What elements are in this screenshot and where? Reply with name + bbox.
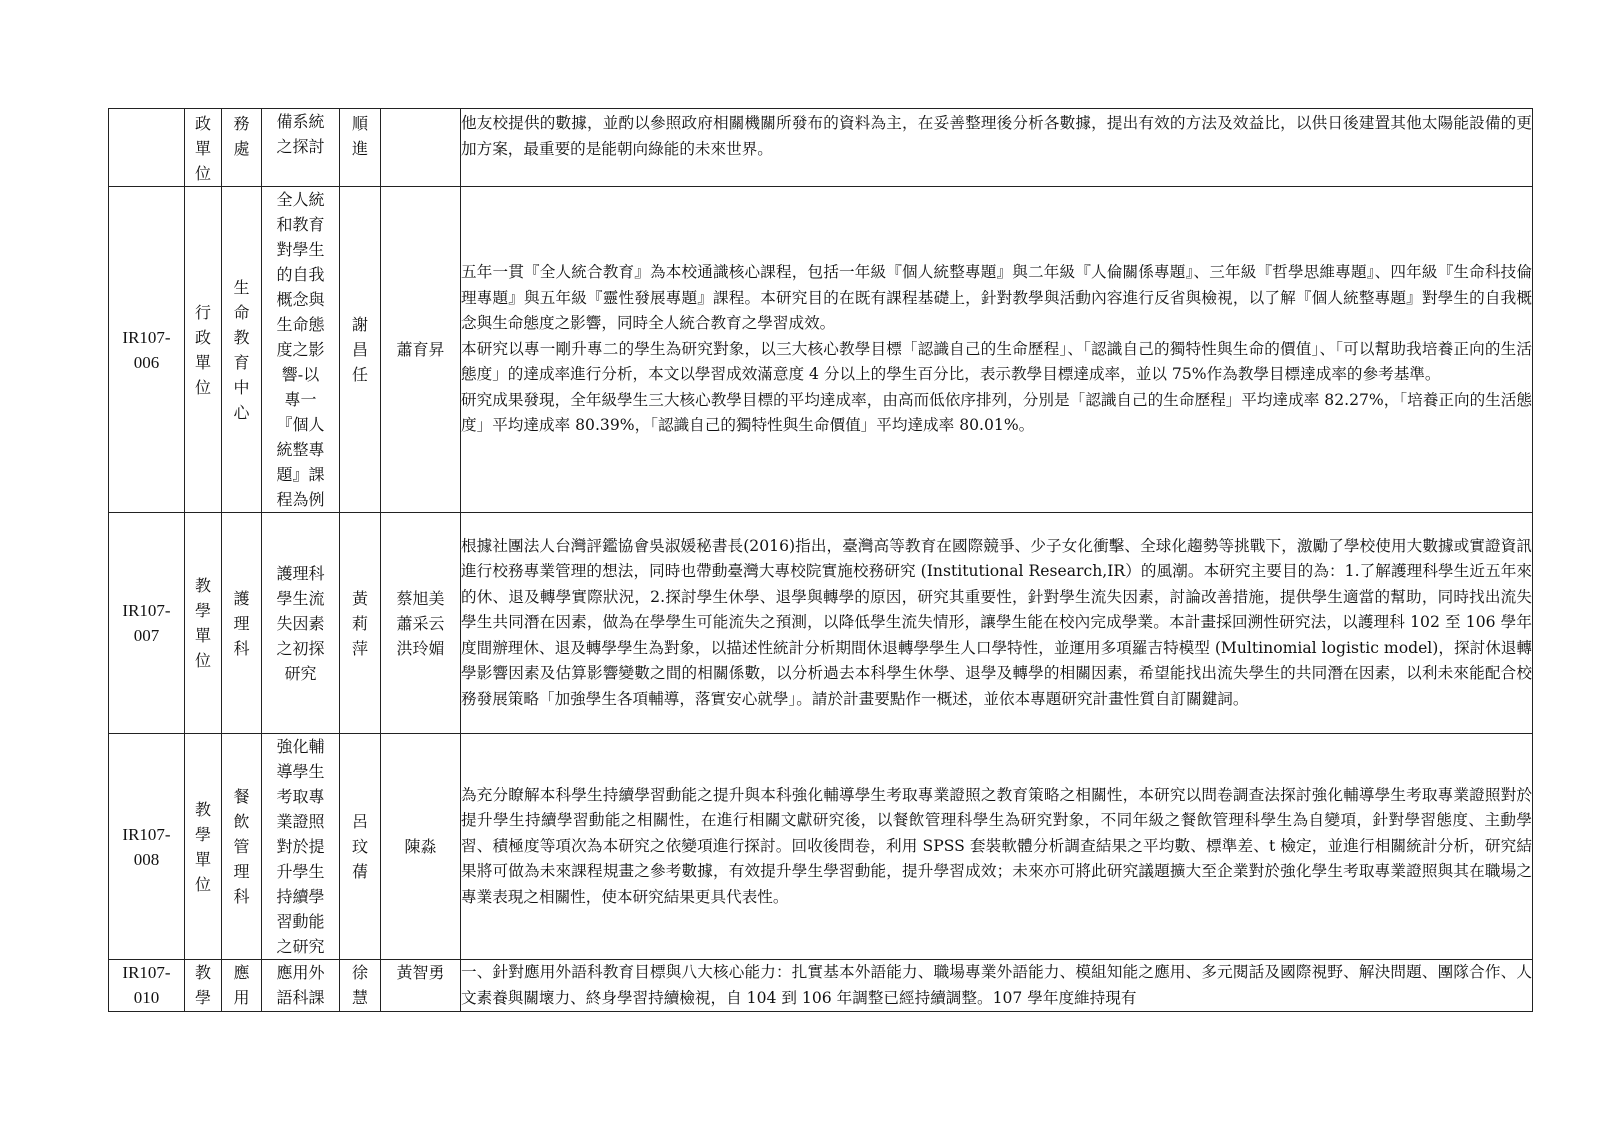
co-investigators [381, 187, 461, 513]
unit-type [185, 513, 222, 734]
unit-type-char: 學 [194, 601, 211, 620]
table-row [109, 109, 1533, 187]
unit-name [222, 960, 262, 1012]
table-row [109, 734, 1533, 960]
principal-investigator-char: 昌 [351, 340, 368, 359]
unit-type-char: 單 [194, 139, 211, 158]
project-title-stack [262, 109, 339, 159]
project-abstract [461, 734, 1533, 960]
project-abstract [461, 960, 1533, 1012]
principal-investigator-char: 順 [351, 114, 368, 133]
project-title-char: 全人統 [276, 190, 325, 209]
principal-investigator-char: 萍 [351, 638, 368, 658]
unit-name-char: 育 [233, 352, 250, 372]
project-title-char: 響-以 [281, 365, 320, 384]
principal-investigator-stack [340, 312, 380, 387]
project-title-char: 業證照 [276, 812, 325, 831]
project-title [262, 187, 340, 513]
project-title-char: 護理科 [276, 563, 325, 583]
project-id-text: IR107- 008 [122, 824, 171, 869]
unit-type-char: 位 [194, 377, 211, 397]
principal-investigator-char: 進 [351, 139, 368, 158]
principal-investigator-char: 蒨 [351, 862, 368, 881]
project-title-char: 學生流 [276, 588, 325, 608]
project-title-char: 之探討 [276, 137, 325, 156]
research-projects-table [108, 108, 1533, 1012]
unit-name-stack [222, 109, 261, 161]
co-investigator-name: 陳淼 [404, 837, 437, 856]
unit-name-char: 科 [233, 887, 250, 906]
project-title-stack [262, 960, 339, 1010]
unit-name-stack [222, 586, 261, 661]
unit-type-char: 位 [194, 164, 211, 183]
unit-name [222, 187, 262, 513]
principal-investigator-char: 莉 [351, 613, 368, 633]
unit-type [185, 734, 222, 960]
principal-investigator [340, 187, 381, 513]
co-investigator-name: 蔡旭美 [396, 588, 445, 608]
project-title-char: 和教育 [276, 215, 325, 234]
unit-name-char: 命 [233, 302, 250, 322]
project-title [262, 960, 340, 1012]
project-title-char: 之初探 [276, 638, 325, 658]
project-title-char: 題』課 [276, 465, 325, 484]
abstract-paragraph: 研究成果發現，全年級學生三大核心教學目標的平均達成率，由高而低依序排列，分別是「認識自己的生命歷程」平均達成率 82.27%，「培養正向的生活態度」平均達成率 80.39%，「認識自己的獨特性與生命價值」平均達成率 80.01%。 [461, 390, 1532, 435]
abstract-paragraph: 五年一貫『全人統合教育』為本校通識核心課程，包括一年級『個人統整專題』與二年級『人倫關係專題』、三年級『哲學思維專題』、四年級『生命科技倫理專題』與五年級『靈性發展專題』課程。本研究目的在既有課程基礎上，針對教學與活動內容進行反省與檢視，以了解『個人統整專題』對學生的自我概念與生命態度之影響，同時全人統合教育之學習成效。 [461, 263, 1532, 333]
principal-investigator [340, 960, 381, 1012]
unit-name-stack [222, 784, 261, 909]
table-row [109, 513, 1533, 734]
unit-name-char: 科 [233, 638, 250, 658]
abstract-paragraph: 本研究以專一剛升專二的學生為研究對象，以三大核心教學目標「認識自己的生命歷程」、「認識自己的獨特性與生命的價值」、「可以幫助我培養正向的生活態度」的達成率進行分析，本文以學習成效滿意度 4 分以上的學生百分比，表示教學目標達成率，並以 75%作為教學目標達成率的參考基準。 [461, 339, 1532, 384]
abstract-paragraph: 為充分瞭解本科學生持續學習動能之提升與本科強化輔導學生考取專業證照之教育策略之相關性，本研究以問卷調查法探討強化輔導學生考取專業證照對於提升學生持續學習動能之相關性，在進行相關文獻研究後，以餐飲管理科學生為研究對象，不同年級之餐飲管理科學生為自變項，針對學習態度、主動學習、積極度等項次為本研究之依變項進行探討。回收後問卷，利用 SPSS 套裝軟體分析調查結果之平均數、標準差、t 檢定，並進行相關統計分析，研究結果將可做為未來課程規畫之參考數據，有效提升學生學習動能，提升學習成效；未來亦可將此研究議題擴大至企業對於強化學生考取專業證照與其在職場之專業表現之相關性，使本研究結果更具代表性。 [461, 785, 1532, 906]
project-title-char: 專一 [284, 390, 317, 409]
project-title-char: 統整專 [276, 440, 325, 459]
unit-name-stack [222, 960, 261, 1010]
project-id-text: IR107- 006 [122, 327, 171, 372]
project-title-char: 之研究 [276, 937, 325, 956]
unit-name [222, 109, 262, 187]
unit-type-char: 單 [194, 849, 211, 869]
principal-investigator-stack [340, 809, 380, 884]
unit-type-char: 學 [194, 988, 211, 1007]
project-title-char: 升學生 [276, 862, 325, 881]
principal-investigator-char: 黃 [351, 588, 368, 608]
principal-investigator [340, 734, 381, 960]
unit-name-char: 應 [233, 963, 250, 982]
co-investigators [381, 734, 461, 960]
unit-name-char: 心 [233, 402, 250, 422]
project-title-char: 習動能 [276, 912, 325, 931]
principal-investigator-char: 慧 [351, 988, 368, 1007]
co-investigators [381, 960, 461, 1012]
co-investigator-name: 蕭采云 [396, 613, 445, 633]
project-title-char: 失因素 [276, 613, 325, 633]
project-title-char: 對於提 [276, 837, 325, 856]
project-title-stack [262, 561, 339, 686]
co-investigators [381, 109, 461, 187]
unit-type-stack [185, 797, 221, 897]
unit-type-char: 教 [194, 799, 211, 819]
unit-name-char: 生 [233, 277, 250, 297]
unit-name-char: 餐 [233, 787, 250, 806]
project-id-text: IR107- 010 [122, 963, 171, 1007]
unit-type-stack [185, 960, 221, 1010]
unit-name-char: 教 [233, 327, 250, 347]
co-investigator-name: 洪玲媚 [396, 638, 445, 658]
principal-investigator-char: 玟 [351, 837, 368, 856]
unit-name-char: 用 [233, 988, 250, 1007]
unit-name-char: 管 [233, 837, 250, 856]
unit-type-char: 行 [194, 302, 211, 322]
unit-name-char: 務 [233, 114, 250, 133]
project-title-char: 對學生 [276, 240, 325, 259]
unit-type [185, 187, 222, 513]
unit-type-stack [185, 300, 221, 400]
unit-type-char: 政 [194, 327, 211, 347]
unit-name-char: 處 [233, 139, 250, 158]
principal-investigator [340, 109, 381, 187]
unit-type-char: 教 [194, 963, 211, 982]
unit-type-char: 單 [194, 352, 211, 372]
unit-name-stack [222, 275, 261, 425]
unit-type-char: 學 [194, 824, 211, 844]
project-title-char: 持續學 [276, 887, 325, 906]
unit-name-char: 護 [233, 588, 250, 608]
unit-name-char: 飲 [233, 812, 250, 831]
co-investigators [381, 513, 461, 734]
principal-investigator-char: 任 [351, 365, 368, 384]
project-title-stack [262, 187, 339, 512]
unit-type-char: 單 [194, 626, 211, 645]
abstract-paragraph: 根據社團法人台灣評鑑協會吳淑媛秘書長(2016)指出，臺灣高等教育在國際競爭、少子女化衝擊、全球化趨勢等挑戰下，激勵了學校使用大數據或實證資訊進行校務專業管理的想法，同時也帶動臺灣大專校院實施校務研究 (Institutional Research,IR）的風潮。本研究主要目的為：1.了解護理科學生近五年來的休、退及轉學實際狀況，2.探討學生休學、退學與轉學的原因，研究其重要性，針對學生流失因素，討論改善措施，提供學生適當的幫助，同時找出流失學生共同潛在因素，做為在學學生可能流失之預測，以降低學生流失情形，讓學生能在校內完成學業。本計畫採回溯性研究法，以護理科 102 至 106 學年度間辦理休、退及轉學學生為對象，以描述性統計分析期間休退轉學學生人口學特性，並運用多項羅吉特模型 (Multinomial logistic model)，探討休退轉學影響因素及估算影響變數之間的相關係數，以分析過去本科學生休學、退學及轉學的相關因素，希望能找出流失學生的共同潛在因素，以利未來能配合校務發展策略「加強學生各項輔導，落實安心就學」。請於計畫要點作一概述，並依本專題研究計畫性質自訂關鍵詞。 [461, 536, 1532, 708]
unit-name-char: 理 [233, 862, 250, 881]
project-id [109, 734, 185, 960]
project-title-char: 考取專 [276, 787, 325, 806]
project-id [109, 513, 185, 734]
principal-investigator [340, 513, 381, 734]
project-title-char: 度之影 [276, 340, 325, 359]
project-id-text: IR107- 007 [122, 601, 171, 645]
principal-investigator-char: 謝 [351, 315, 368, 334]
project-title-stack [262, 734, 339, 959]
unit-type-char: 位 [194, 651, 211, 670]
table-body [109, 109, 1533, 1012]
unit-name [222, 513, 262, 734]
project-title-char: 備系統 [276, 112, 325, 131]
unit-type [185, 960, 222, 1012]
unit-type-stack [185, 109, 221, 186]
abstract-paragraph: 一、針對應用外語科教育目標與八大核心能力：扎實基本外語能力、職場專業外語能力、模組知能之應用、多元閱話及國際視野、解決問題、團隊合作、人文素養與關壞力、終身學習持續檢視，自 104 到 106 年調整已經持續調整。107 學年度維持現有 [461, 963, 1532, 1007]
project-title [262, 109, 340, 187]
unit-name-char: 中 [233, 377, 250, 397]
co-investigator-name: 蕭育昇 [396, 340, 445, 359]
project-title-char: 生命態 [276, 315, 325, 334]
unit-type-char: 政 [194, 114, 211, 133]
project-title-char: 導學生 [276, 762, 325, 781]
principal-investigator-stack [340, 960, 380, 1010]
project-id [109, 960, 185, 1012]
principal-investigator-char: 徐 [351, 963, 368, 982]
unit-type-char: 位 [194, 874, 211, 894]
project-title-char: 的自我 [276, 265, 325, 284]
unit-name-char: 理 [233, 613, 250, 633]
principal-investigator-stack [340, 109, 380, 161]
project-id [109, 109, 185, 187]
project-title [262, 734, 340, 960]
unit-name [222, 734, 262, 960]
project-title-char: 概念與 [276, 290, 325, 309]
project-title-char: 語科課 [276, 988, 325, 1007]
unit-type [185, 109, 222, 187]
project-abstract [461, 109, 1533, 187]
project-title-char: 強化輔 [276, 737, 325, 756]
project-title-char: 研究 [284, 663, 317, 683]
table-row [109, 960, 1533, 1012]
unit-type-char: 教 [194, 576, 211, 595]
project-title-char: 應用外 [276, 963, 325, 982]
principal-investigator-stack [340, 586, 380, 661]
project-abstract [461, 187, 1533, 513]
abstract-paragraph: 他友校提供的數據，並酌以參照政府相關機關所發布的資料為主，在妥善整理後分析各數據，提出有效的方法及效益比，以供日後建置其他太陽能設備的更加方案，最重要的是能朝向綠能的未來世界。 [461, 114, 1532, 158]
table-row [109, 187, 1533, 513]
project-id [109, 187, 185, 513]
principal-investigator-char: 呂 [351, 812, 368, 831]
project-abstract [461, 513, 1533, 734]
project-title-char: 程為例 [276, 490, 325, 509]
co-investigator-name: 黃智勇 [396, 963, 445, 982]
project-title-char: 『個人 [276, 415, 325, 434]
project-title [262, 513, 340, 734]
unit-type-stack [185, 573, 221, 673]
